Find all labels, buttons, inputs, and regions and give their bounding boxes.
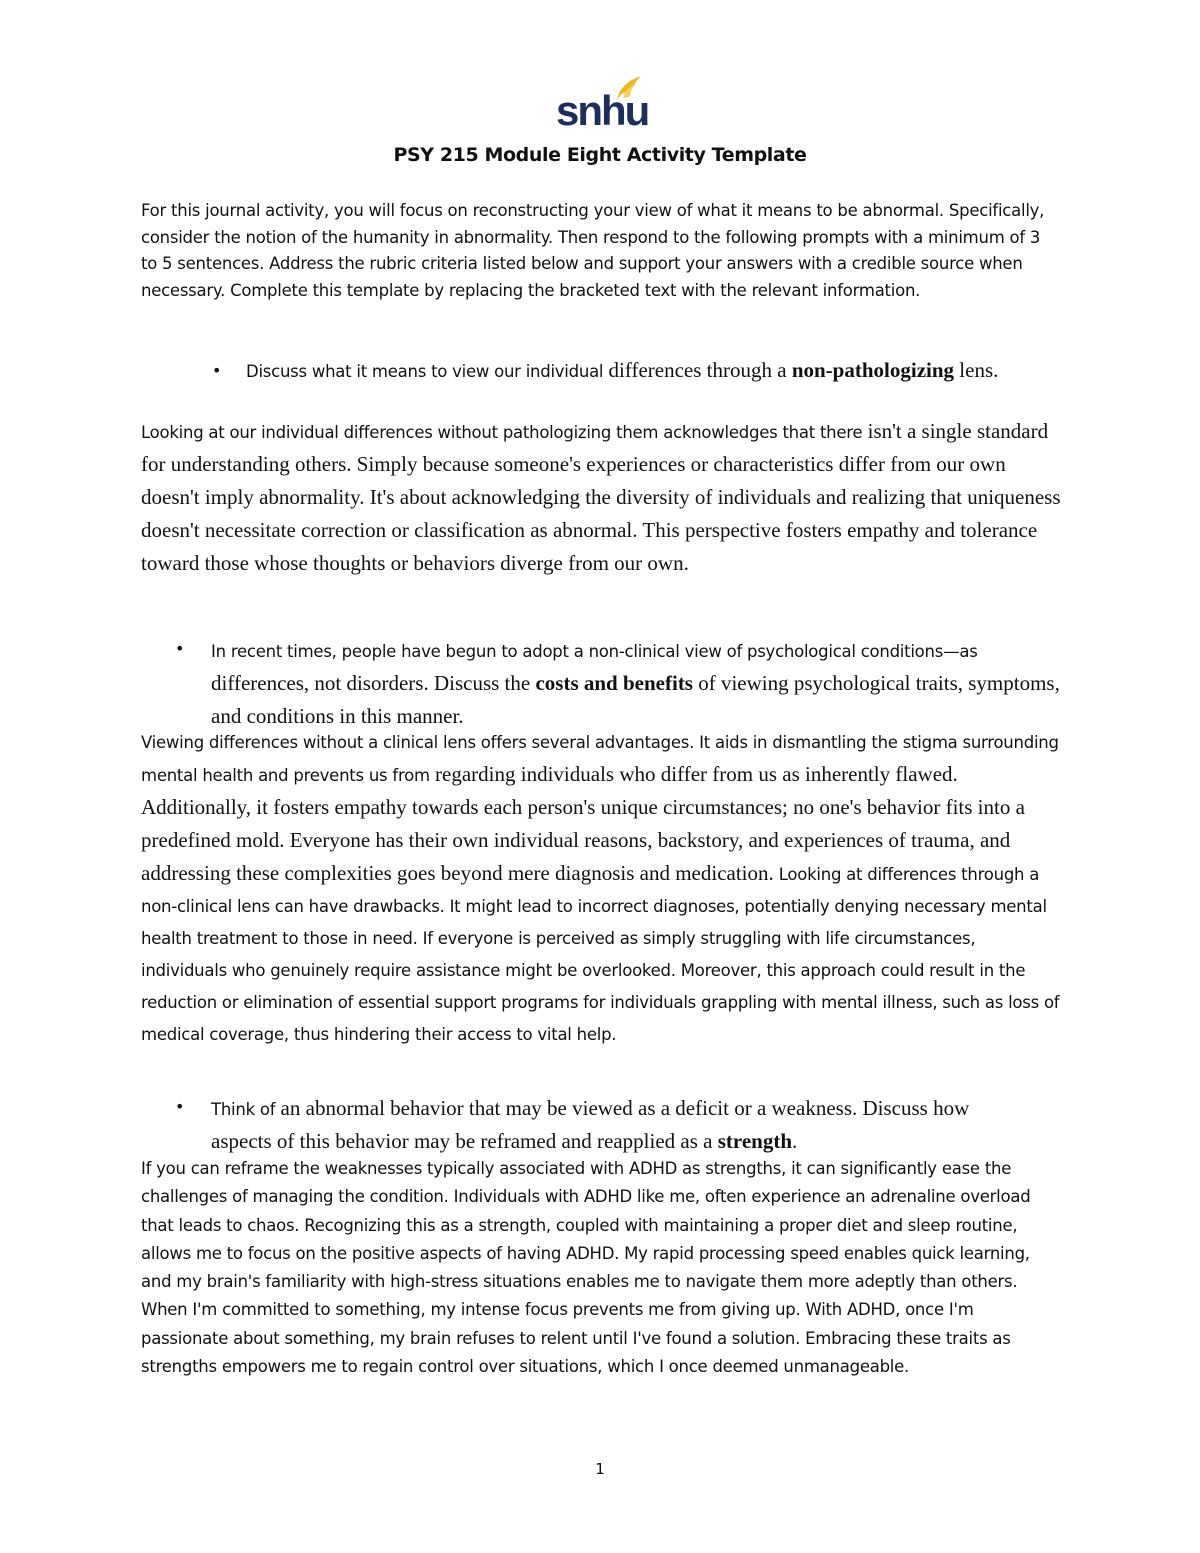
prompt-1-emphasis: non-pathologizing — [791, 358, 955, 382]
prompt-1-lead: Discuss what it means to view our individual — [246, 362, 604, 381]
bullet-2: • — [175, 639, 185, 658]
answer-2-body: regarding individuals who differ from us as inherently flawed. Additionally, it fosters empathy towards each person's unique circumstances; no one's behavior fits into a predefined mold. Everyone has their own individual reasons, backstory, and experiences of trauma, and addressing these complexities goes beyond mere diagnosis and medication. — [141, 762, 1025, 885]
page-title: PSY 215 Module Eight Activity Template — [393, 144, 807, 166]
prompt-3 — [211, 1093, 1031, 1159]
intro-paragraph: For this journal activity, you will focus on reconstructing your view of what it means to be abnormal. Specifically, consider the notion of the humanity in abnormality. Then respond to the following prompts with a minimum of 3 to 5 sentences. Address the rubric criteria listed below and support your answers with a credible source when necessary. Complete this template by replacing the bracketed text with the relevant information. — [141, 201, 1045, 300]
prompt-2-emphasis: costs and benefits — [535, 671, 693, 695]
prompt-3-tail: . — [792, 1129, 798, 1153]
bullet-1: • — [212, 361, 222, 380]
bullet-3: • — [175, 1097, 185, 1116]
prompt-1-tail: lens. — [954, 358, 999, 382]
prompt-1 — [246, 355, 1046, 388]
prompt-2-lead: In recent times, people have begun to adopt a non-clinical view of psychological conditions—as — [211, 642, 978, 661]
logo-wordmark: snhu — [556, 87, 649, 134]
prompt-2-tail: of viewing psychological traits, symptoms, and conditions in this manner. — [211, 671, 1060, 728]
answer-2-tail: Looking at differences through a non-clinical lens can have drawbacks. It might lead to incorrect diagnoses, potentially denying necessary mental health treatment to those in need. If everyone is perceived as simply struggling with life circumstances, individuals who genuinely require assistance might be overlooked. Moreover, this approach could result in the reduction or elimination of essential support programs for individuals grappling with mental illness, such as loss of medical coverage, thus hindering their access to vital help. — [141, 865, 1060, 1044]
answer-1 — [141, 416, 1061, 581]
prompt-2 — [211, 635, 1071, 734]
answer-2-lead: Viewing differences without a clinical lens offers several advantages. It aids in dismantling the stigma surrounding mental health and prevents us from — [141, 733, 1059, 785]
answer-1-lead: Looking at our individual differences without pathologizing them acknowledges that there — [141, 423, 863, 442]
prompt-2-text: differences, not disorders. Discuss the — [211, 671, 536, 695]
answer-1-body: isn't a single standard for understanding others. Simply because someone's experiences or characteristics differ from our own doesn't imply abnormality. It's about acknowledging the diversity of individuals and realizing that uniqueness doesn't necessitate correction or classification as abnormal. This perspective fosters empathy and tolerance toward those whose thoughts or behaviors diverge from our own. — [141, 419, 1061, 575]
prompt-1-text: differences through a — [603, 358, 792, 382]
page-number: 1 — [595, 1460, 605, 1478]
prompt-3-lead: Think of — [211, 1100, 276, 1119]
prompt-3-emphasis: strength — [717, 1129, 792, 1153]
answer-2 — [141, 727, 1061, 1051]
snhu-logo — [553, 74, 649, 134]
answer-3: If you can reframe the weaknesses typically associated with ADHD as strengths, it can significantly ease the challenges of managing the condition. Individuals with ADHD like me, often experience an adrenaline overload that leads to chaos. Recognizing this as a strength, coupled with maintaining a proper diet and sleep routine, allows me to focus on the positive aspects of having ADHD. My rapid processing speed enables quick learning, and my brain's familiarity with high-stress situations enables me to navigate them more adeptly than others. When I'm committed to something, my intense focus prevents me from giving up. With ADHD, once I'm passionate about something, my brain refuses to relent until I've found a solution. Embracing these traits as strengths empowers me to regain control over situations, which I once deemed unmanageable. — [141, 1159, 1031, 1377]
prompt-3-text: an abnormal behavior that may be viewed as a deficit or a weakness. Discuss how aspects of this behavior may be reframed and reapplied as a — [211, 1096, 970, 1153]
